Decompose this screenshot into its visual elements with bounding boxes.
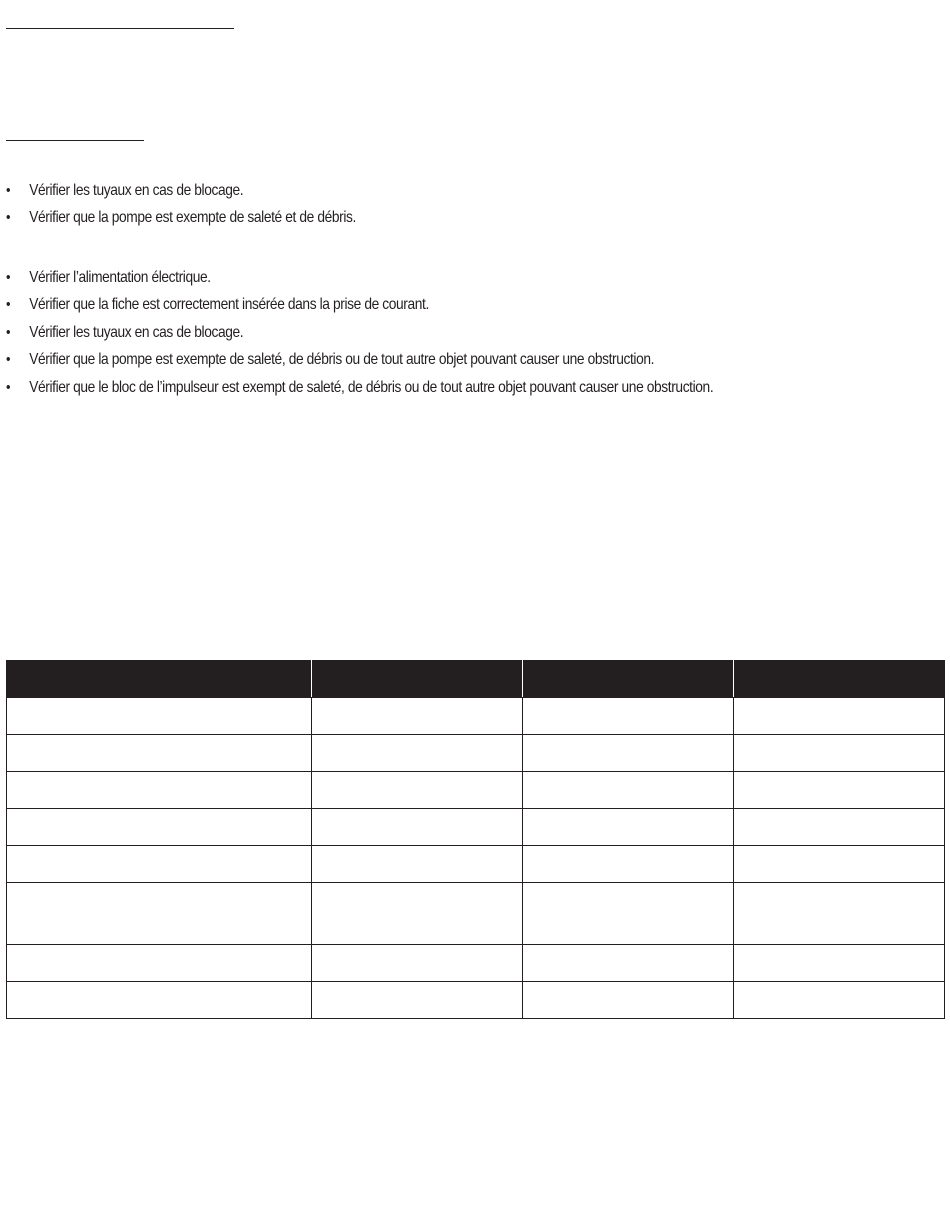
- bullet-icon: •: [6, 323, 11, 341]
- table-row: [7, 846, 945, 883]
- list-item: [6, 207, 356, 234]
- table-cell: [7, 809, 312, 846]
- table-cell: [734, 883, 945, 945]
- table-header-cell: [734, 661, 945, 698]
- table-cell: [7, 698, 312, 735]
- troubleshooting-list-2: [6, 267, 713, 404]
- table-cell: [312, 772, 523, 809]
- table-row: [7, 735, 945, 772]
- bullet-icon: •: [6, 209, 11, 227]
- table-cell: [523, 698, 734, 735]
- list-item: [6, 322, 713, 349]
- table-cell: [523, 735, 734, 772]
- table-cell: [312, 698, 523, 735]
- table-cell: [734, 945, 945, 982]
- list-item: [6, 377, 713, 404]
- table-row: [7, 945, 945, 982]
- list-item-text: Vérifier que la pompe est exempte de saleté et de débris.: [29, 209, 356, 227]
- table-cell: [523, 846, 734, 883]
- table-cell: [7, 945, 312, 982]
- specifications-table: [6, 660, 945, 1019]
- table-header-cell: [7, 661, 312, 698]
- table-row: [7, 883, 945, 945]
- list-item-text: Vérifier l’alimentation électrique.: [29, 269, 211, 286]
- table-cell: [7, 772, 312, 809]
- table-cell: [312, 735, 523, 772]
- list-item-text: Vérifier que la pompe est exempte de saleté, de débris ou de tout autre objet pouvant causer une obstruction.: [29, 351, 655, 369]
- heading-underline-2: [6, 140, 144, 141]
- table-header-row: [7, 661, 945, 698]
- table-cell: [312, 883, 523, 945]
- list-item-text: Vérifier que la fiche est correctement insérée dans la prise de courant.: [29, 296, 429, 314]
- table-cell: [7, 846, 312, 883]
- table-cell: [312, 982, 523, 1019]
- table-cell: [7, 982, 312, 1019]
- table-cell: [734, 772, 945, 809]
- heading-underline-1: [6, 28, 234, 29]
- table-cell: [734, 698, 945, 735]
- table-cell: [523, 772, 734, 809]
- list-item-text: Vérifier les tuyaux en cas de blocage.: [29, 323, 244, 341]
- table-row: [7, 809, 945, 846]
- table-row: [7, 698, 945, 735]
- troubleshooting-list-1: [6, 180, 356, 235]
- table-cell: [523, 883, 734, 945]
- table-cell: [734, 846, 945, 883]
- table-cell: [523, 945, 734, 982]
- table-cell: [734, 809, 945, 846]
- table-cell: [734, 735, 945, 772]
- table-cell: [7, 883, 312, 945]
- bullet-icon: •: [6, 378, 11, 396]
- list-item-text: Vérifier les tuyaux en cas de blocage.: [29, 182, 244, 199]
- table-cell: [7, 735, 312, 772]
- table-header-cell: [312, 661, 523, 698]
- bullet-icon: •: [6, 182, 11, 199]
- bullet-icon: •: [6, 269, 11, 286]
- bullet-icon: •: [6, 351, 11, 369]
- table-cell: [523, 982, 734, 1019]
- table-row: [7, 772, 945, 809]
- list-item: [6, 349, 713, 376]
- list-item: [6, 180, 356, 207]
- table-cell: [312, 809, 523, 846]
- table-cell: [734, 982, 945, 1019]
- list-item-text: Vérifier que le bloc de l’impulseur est exempt de saleté, de débris ou de tout autre objet pouvant causer une obstruction.: [29, 378, 714, 396]
- list-item: [6, 294, 713, 321]
- table-header-cell: [523, 661, 734, 698]
- bullet-icon: •: [6, 296, 11, 314]
- table-cell: [312, 846, 523, 883]
- list-item: [6, 267, 713, 294]
- table-cell: [523, 809, 734, 846]
- table-cell: [312, 945, 523, 982]
- table-row: [7, 982, 945, 1019]
